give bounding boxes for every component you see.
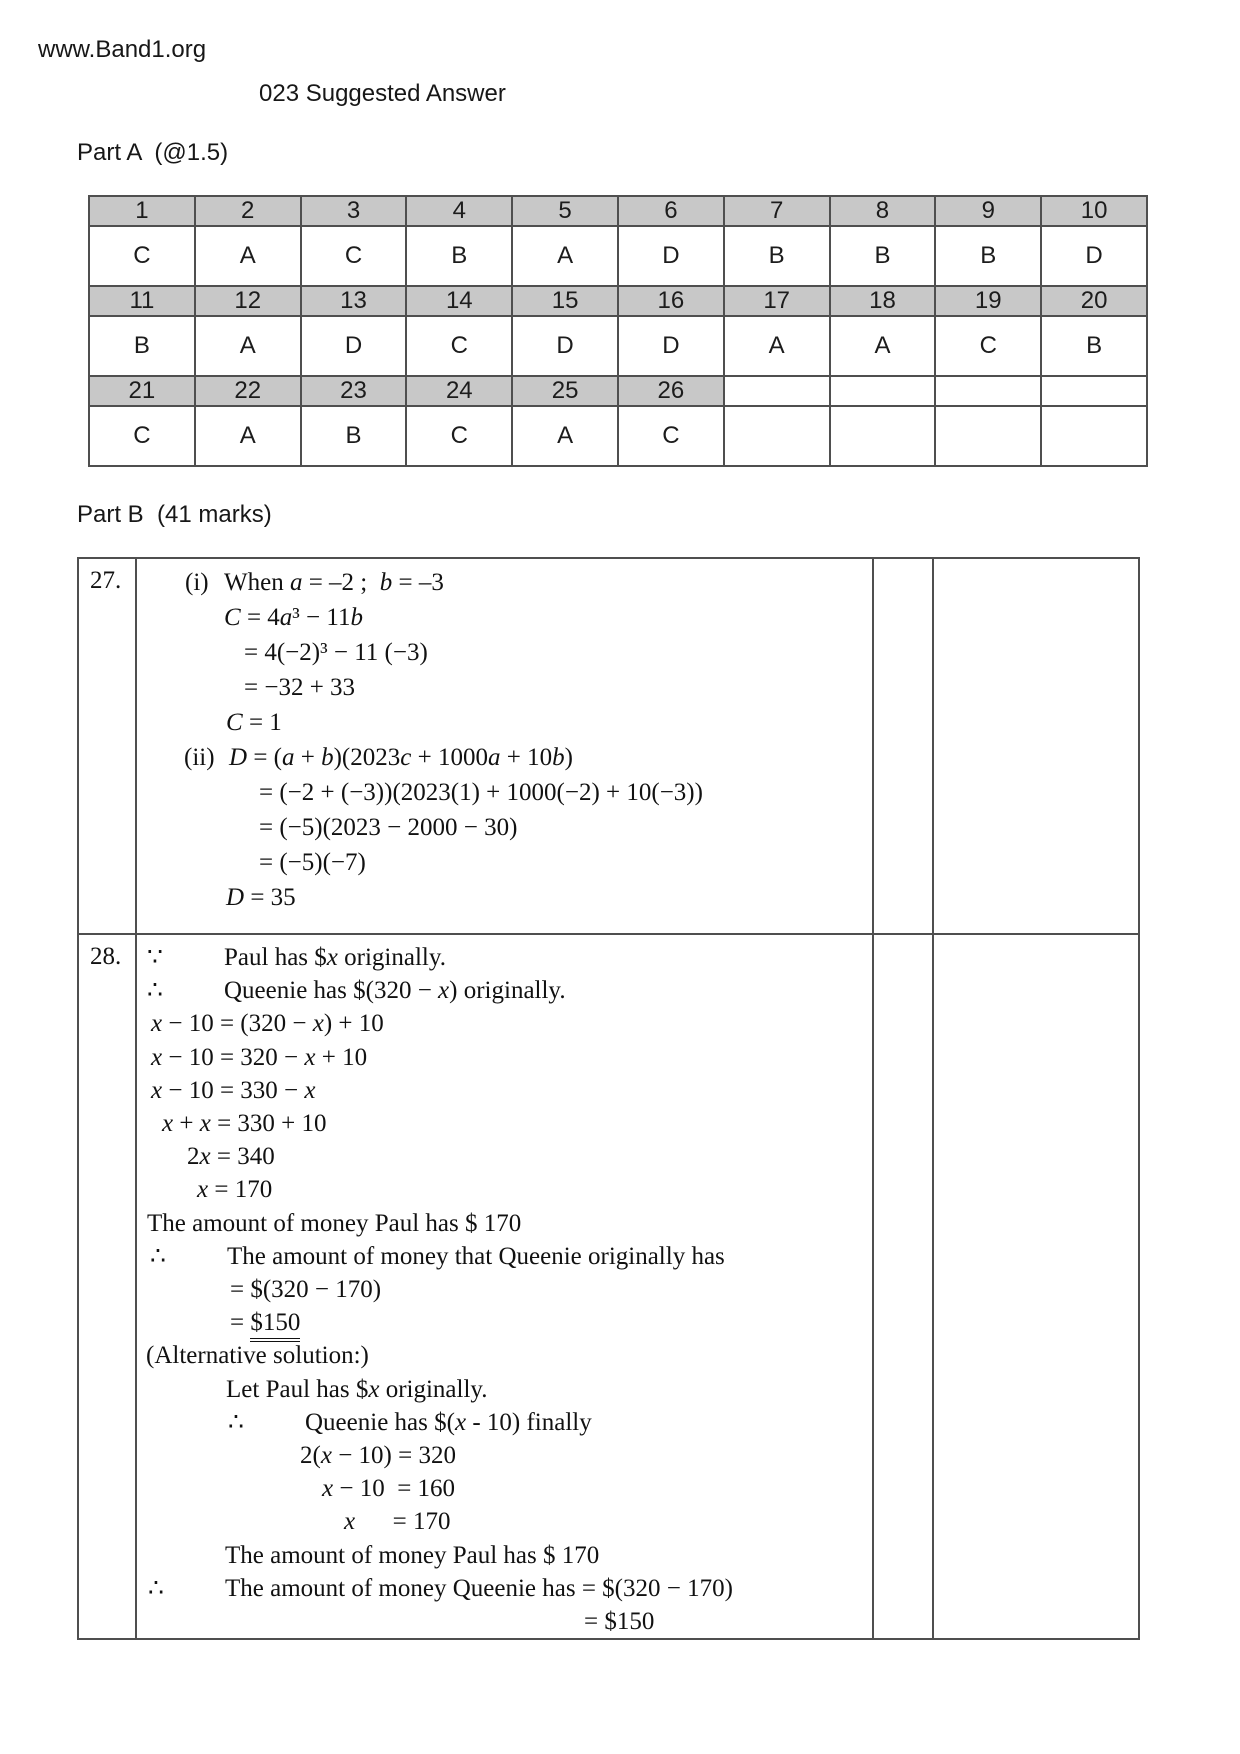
line-marker: (i) (185, 569, 209, 596)
answer-cell: A (512, 226, 618, 286)
solution-line: = $150 (137, 1306, 872, 1339)
marks-column-cell (873, 558, 933, 934)
answer-cell: B (406, 226, 512, 286)
solution-line: = (−5)(2023 − 2000 − 30) (259, 814, 518, 841)
solution-line: x − 10 = (320 − x) + 10 (151, 1010, 384, 1038)
solution-row (78, 934, 1139, 1639)
solution-line: ∴ Queenie has $(320 − x) originally. (137, 974, 872, 1007)
answer-cell: A (512, 406, 618, 466)
solution-line: Let Paul has $x originally. (226, 1375, 488, 1403)
answer-cell: D (301, 316, 407, 376)
line-marker: ∴ (148, 1574, 164, 1602)
question-number-cell: 14 (406, 286, 512, 316)
remarks-column-cell (933, 558, 1139, 934)
solution-line: = $150 (584, 1608, 655, 1636)
solution-row (78, 558, 1139, 934)
question-number-cell: 16 (618, 286, 724, 316)
solution-line: = (−2 + (−3))(2023(1) + 1000(−2) + 10(−3)) (259, 779, 703, 806)
solution-line: ∵ Paul has $x originally. (137, 941, 872, 974)
solution-line: = $(320 − 170) (230, 1276, 382, 1304)
answer-cell: B (89, 316, 195, 376)
answer-header-row (89, 196, 1147, 226)
answer-cell: C (89, 226, 195, 286)
solution-line: (Alternative solution:) (146, 1342, 369, 1370)
question-number-cell: 1 (89, 196, 195, 226)
solution-line: ∴ Queenie has $(x - 10) finally (137, 1406, 872, 1439)
answer-cell: A (195, 316, 301, 376)
answer-cell: A (195, 226, 301, 286)
question-number-cell: 25 (512, 376, 618, 406)
solution-line: x − 10 = 160 (322, 1475, 456, 1503)
answer-cell: D (512, 316, 618, 376)
solution-line: D = 35 (226, 884, 296, 911)
answer-cell: C (301, 226, 407, 286)
answer-cell: A (195, 406, 301, 466)
answer-cell: A (830, 316, 936, 376)
question-number-cell: 5 (512, 196, 618, 226)
page-title: 023 Suggested Answer (259, 80, 506, 107)
part-a-answer-table (88, 195, 1148, 467)
question-number-cell: 2 (195, 196, 301, 226)
solution-line: ∴ The amount of money that Queenie originally has (137, 1240, 872, 1273)
part-b-heading: Part B (41 marks) (77, 501, 272, 528)
empty-answer-cell (724, 406, 830, 466)
empty-answer-cell (1041, 406, 1147, 466)
marks-column-cell (873, 934, 933, 1639)
part-a-table-body (89, 196, 1147, 466)
solution-line: x − 10 = 330 − x (151, 1076, 316, 1104)
line-marker: (ii) (184, 744, 215, 771)
question-number-cell: 6 (618, 196, 724, 226)
answer-cell: C (935, 316, 1041, 376)
question-number-cell: 21 (89, 376, 195, 406)
question-number-cell: 13 (301, 286, 407, 316)
part-a-heading: Part A (@1.5) (77, 139, 229, 166)
answer-cell: B (935, 226, 1041, 286)
answer-cell: D (618, 226, 724, 286)
solution-line: = −32 + 33 (244, 674, 356, 701)
question-number-cell: 20 (1041, 286, 1147, 316)
answer-cell: B (1041, 316, 1147, 376)
question-number-cell: 24 (406, 376, 512, 406)
solution-line: 2x = 340 (187, 1143, 275, 1171)
empty-answer-cell (935, 406, 1041, 466)
line-marker: ∴ (228, 1408, 244, 1436)
solution-content (136, 558, 873, 934)
answer-cell: B (301, 406, 407, 466)
answer-row (89, 316, 1147, 376)
question-number-cell: 17 (724, 286, 830, 316)
final-answer-underlined: $150 (250, 1309, 300, 1342)
empty-answer-cell (830, 406, 936, 466)
question-number-cell: 12 (195, 286, 301, 316)
solution-line: x − 10 = 320 − x + 10 (151, 1043, 368, 1071)
answer-cell: C (618, 406, 724, 466)
question-number-cell: 7 (724, 196, 830, 226)
answer-row (89, 406, 1147, 466)
answer-cell: B (724, 226, 830, 286)
question-number: 28. (78, 934, 136, 1639)
question-number-cell: 19 (935, 286, 1041, 316)
question-number-cell: 26 (618, 376, 724, 406)
question-number-cell: 8 (830, 196, 936, 226)
solution-line: x = 170 (197, 1176, 273, 1204)
answer-cell: D (1041, 226, 1147, 286)
question-number-cell: 4 (406, 196, 512, 226)
answer-cell: A (724, 316, 830, 376)
question-number-cell: 15 (512, 286, 618, 316)
answer-header-row (89, 286, 1147, 316)
empty-header-cell (935, 376, 1041, 406)
question-number-cell: 3 (301, 196, 407, 226)
answer-cell: B (830, 226, 936, 286)
question-number-cell: 22 (195, 376, 301, 406)
solution-line: 2(x − 10) = 320 (300, 1442, 456, 1470)
solution-line: The amount of money Paul has $ 170 (147, 1209, 522, 1237)
solution-line: x = 170 (344, 1508, 451, 1536)
empty-header-cell (830, 376, 936, 406)
part-b-table-body (78, 558, 1139, 1639)
line-marker: ∴ (147, 977, 163, 1005)
question-number-cell: 9 (935, 196, 1041, 226)
question-number-cell: 10 (1041, 196, 1147, 226)
solution-line: = 4(−2)³ − 11 (−3) (244, 639, 428, 666)
solution-line: C = 4a³ − 11b (224, 604, 363, 631)
solution-line: ∴ The amount of money Queenie has = $(320 − 170) (137, 1572, 872, 1605)
answer-cell: D (618, 316, 724, 376)
answer-cell: C (406, 316, 512, 376)
question-number-cell: 11 (89, 286, 195, 316)
question-number-cell: 23 (301, 376, 407, 406)
site-url: www.Band1.org (38, 36, 207, 63)
question-number: 27. (78, 558, 136, 934)
answer-row (89, 226, 1147, 286)
solution-content (136, 934, 873, 1639)
remarks-column-cell (933, 934, 1139, 1639)
answer-cell: C (406, 406, 512, 466)
empty-header-cell (724, 376, 830, 406)
part-b-solutions-table (77, 557, 1140, 1640)
line-marker: ∴ (150, 1242, 166, 1270)
question-number-cell: 18 (830, 286, 936, 316)
answer-header-row (89, 376, 1147, 406)
line-marker: ∵ (147, 944, 163, 971)
answer-cell: C (89, 406, 195, 466)
solution-line: = (−5)(−7) (259, 849, 366, 876)
solution-line: (ii) D = (a + b)(2023c + 1000a + 10b) (137, 740, 872, 775)
solution-line: (i) When a = –2 ; b = –3 (137, 565, 872, 600)
solution-line: x + x = 330 + 10 (162, 1110, 327, 1138)
empty-header-cell (1041, 376, 1147, 406)
solution-line: C = 1 (226, 709, 282, 736)
solution-line: The amount of money Paul has $ 170 (225, 1541, 600, 1569)
